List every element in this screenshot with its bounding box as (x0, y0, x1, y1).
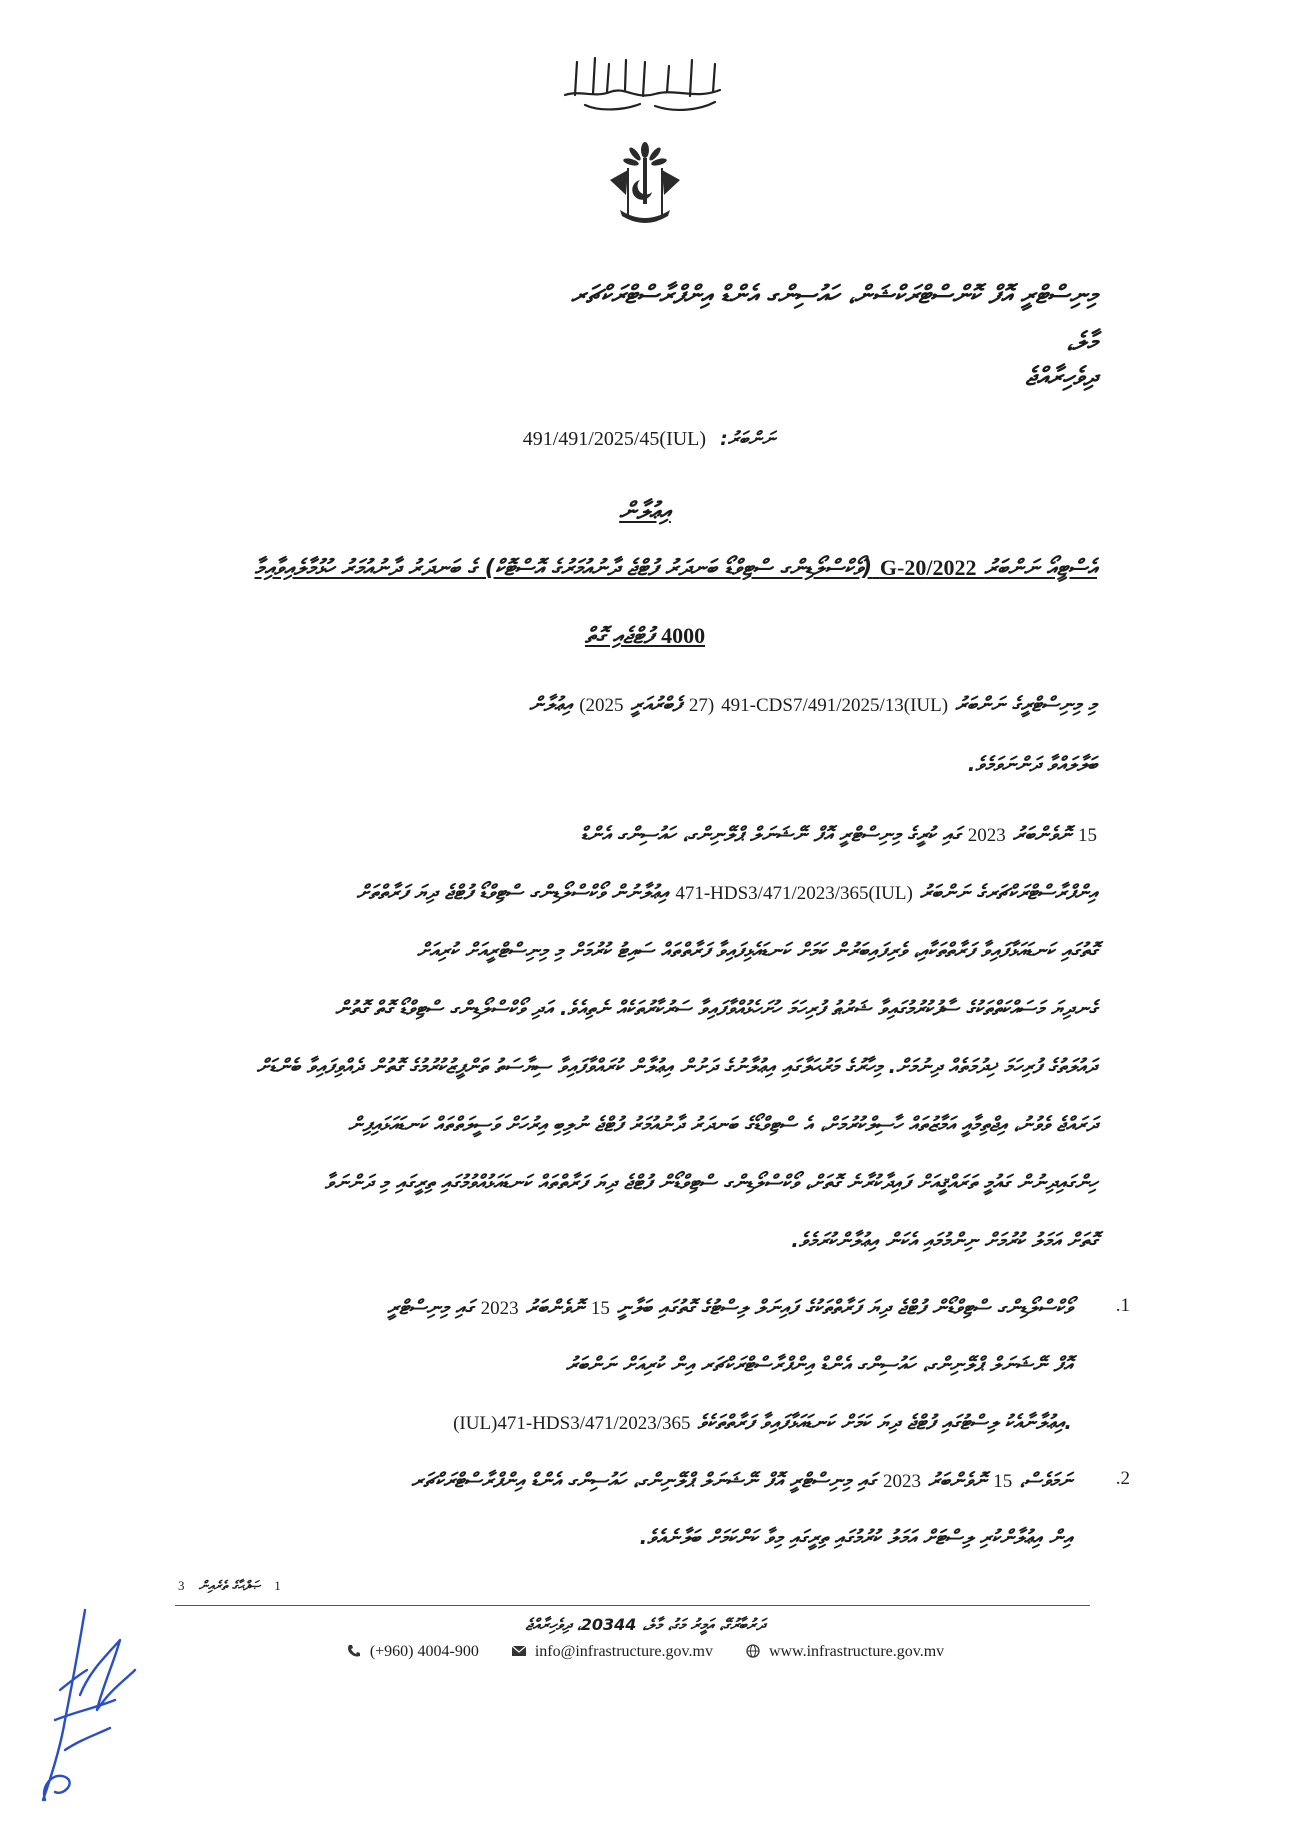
list-item-1-line-2: އޮފް ނޭޝަނަލް ޕްލޭނިންގ، ހައުސިންގ އެންޑް އިންފްރާސްޓްރަކްޗަރ އިން ކުރިއަށް ނަންބަރު (565, 1352, 1072, 1376)
item1-reference: (IUL)471-HDS3/471/2023/365 (453, 1413, 691, 1434)
paragraph-1-line-4: ގެނދިޔަ މަސައްކަތްތަކުގެ ސާފުކުރުމުގައިވާ ޝަރުޠު ފުރިހަމަ ހުށަހެޅުއްވާފައިވާ ސަރުކާރުތަކެއް ނެތިއެވެ. އަދި ވޯކްސްލޯޑިންގ ސްޓިވްޑޯ ގޮތް ގޮތުން (335, 996, 1097, 1020)
intro-line-2: ބަލާލައްވާ ދަންނަވަމެވެ. (967, 752, 1097, 776)
footer-divider (175, 1605, 1090, 1606)
item2-year: 2023 (883, 1471, 922, 1492)
page-label: ޞަފްޙާގެ ތެރެއިން (198, 1579, 261, 1594)
intro-text-e: އިޢުލާން (529, 692, 573, 716)
reference-number-row (523, 428, 775, 451)
paragraph-1-line-2 (357, 880, 1097, 905)
subject-line-2 (0, 623, 1290, 649)
list-item-2-number: .2 (1115, 1468, 1130, 1489)
subject-description: (ވޯކްސްލޯޑިންގ ސްޓިވްޑޯ ބަނދަރު ފުޓްޖެ ދާނުއުމަރުގެ އޮސްޓޮކް) ގެ ބަނދަރު ދާނުއުމަރު ހުޅުމާލެއިވާއިމާ (254, 556, 873, 581)
city-name: މާލެ، (1065, 327, 1097, 356)
item1-year: 2023 (480, 1298, 519, 1319)
paragraph-1-line-1 (580, 822, 1097, 847)
country-name: ދިވެހިރާއްޖެ (1025, 362, 1097, 391)
p1-l2-text-b: އިޢުލާނުން ވޯކްސްލޯޑިންގ ސްޓިވްޑޯ ފުޓްޖެ ދިޔަ ފަރާތްތަށް (356, 880, 669, 904)
subject-quantity: 4000 (661, 623, 706, 648)
p1-month: ނޮވެންބަރު (1012, 822, 1072, 846)
intro-date-day: (27 (688, 695, 715, 716)
document-title: އިޢުލާން (619, 497, 671, 525)
paragraph-1-line-8: ގޮތަށް އަމަލު ކުރުމަށް ނިންމުމައި އެކަން އިޢުލާންކުރަމެވެ. (791, 1228, 1097, 1252)
p1-text: ގައި ކުރީގެ މިނިސްޓްރީ އޮފް ނޭޝަނަލް ޕްލޭނިންގ، ހައުސިންގ އެންޑް (580, 822, 961, 846)
item1-text-a: ވޯކްސްލޯޑިންގ ސްޓިވްޑޯން ފުޓްޖެ ދިޔަ ފަރާތްތަކުގެ ފައިނަލް ލިސްޓުގެ ގޮތުގައި ބަލާނީ (616, 1295, 1072, 1319)
item1-month: ނޮވެންބަރު (525, 1295, 584, 1319)
list-item-1-line-3 (453, 1410, 1072, 1435)
item1-text-c: ގައި މިނިސްޓްރީ (387, 1295, 474, 1319)
footer-contact-row (0, 1643, 1290, 1661)
email-icon (511, 1644, 527, 1658)
item2-day: 15 (993, 1471, 1013, 1492)
paragraph-1-line-5: ދައުލަތުގެ ފުރިހަމަ ޚިދުމަތެއް ދިނުމަށް. މިހާރުގެ މަރުޙަލާގައި އިޢުލާނުގެ ދަށުން އިޢުލާން ކުރައްވާފައިވާ ސިޔާސަތު ތަންފީޒުކުރުމުގެ ގޮތުން ދެއްވިފައިވާ ބެންޑަށް (256, 1054, 1097, 1078)
list-item-2-line-1 (411, 1468, 1072, 1493)
p1-day: 15 (1078, 825, 1097, 846)
footer-address: ދަރުބާރުގޭ، އަމީރު މަގު، މާލެ، 20344، ދިވެހިރާއްޖެ (525, 1615, 765, 1634)
list-item-1-line-1 (387, 1295, 1072, 1320)
list-item-1-number: .1 (1115, 1295, 1130, 1316)
intro-reference: (IUL)491-CDS7/491/2025/13 (721, 695, 949, 716)
subject-tender-number: 2022/G-20 (879, 555, 977, 580)
paragraph-1-line-7: ހިންގައިދިނުން ގައުމީ ތަރައްޤީއަށް ފައިދާކުރާނެ ގޮތަށް، ވޯކްސްލޯޑިންގ ސްޓިވްޑޯން ފުޓްޖެ ދިޔަ ފަރާތްތައް ކަނޑައަޅުއްވުމުގައި ތިރީގައި މި ދަންނަވާ (324, 1170, 1097, 1194)
footer-phone (346, 1643, 483, 1660)
item2-text-c: ގައި މިނިސްޓްރީ އޮފް ނޭޝަނަލް ޕްލޭނިންގ، ހައުސިންގ އެންޑް އިންފްރާސްޓްރަކްޗަރ (411, 1468, 877, 1492)
page-current: 1 (274, 1578, 281, 1593)
footer-website[interactable] (745, 1643, 944, 1660)
page-number (178, 1578, 281, 1594)
footer-email[interactable] (511, 1643, 717, 1660)
website-url[interactable]: www.infrastructure.gov.mv (768, 1643, 945, 1660)
email-address[interactable]: info@infrastructure.gov.mv (534, 1643, 713, 1660)
list-item-2-line-2: އިން އިޢުލާންކުރި ލިސްޓަށް އަމަލު ކުރުމުގައި ތިރީގައި މިވާ ކަންކަމަށް ބަލާނެއެވެ. (639, 1525, 1072, 1549)
intro-text-a: މި މިނިސްޓްރީގެ ނަންބަރު (955, 692, 1097, 716)
intro-date-month: ފެބްރުއަރީ (630, 692, 682, 716)
subject-line-1 (255, 555, 1098, 581)
reference-label: ނަންބަރު: (720, 428, 775, 450)
bismillah-calligraphy-icon (555, 50, 735, 120)
page-total: 3 (178, 1578, 185, 1593)
p1-l2-reference: (IUL)471-HDS3/471/2023/365 (675, 883, 913, 904)
p1-l2-text-a: އިންފްރާސްޓްރަކްޗަރގެ ނަންބަރު (919, 880, 1097, 904)
maldives-state-emblem-icon (602, 140, 688, 230)
paragraph-1-line-6: ދަރައްޖެ ވެވުނު، އިޖްތިމާއީ އަމާޒުތައް ހާސިލްކުރުމަށް، އެ ސްޓިވްޑޯގެ ބަނދަރު ދާނުއުމަރު ފުޓްޖެ ނުލިބި އިރުހަށް ވަސީލަތްތައް ކަނޑައަޅައިފިން (348, 1112, 1097, 1136)
phone-icon (346, 1644, 362, 1658)
phone-number: (+960) 4004-900 (369, 1643, 479, 1660)
subject-prefix: އެސްޓީއޯ ނަންބަރު (984, 556, 1097, 581)
item1-text-end: އިޢުލާނާއެކު ލިސްޓުގައި ފުޓްޖެ ދިޔަ ކަމަށް ކަނޑައަޅާފައިވާ ފަރާތްތަކެވެ. (697, 1410, 1072, 1434)
paragraph-1-line-3: ގޮތުގައި ކަނޑައަޅާފައިވާ ފަރާތްތަކާއި، ވެރިފައިބަރުން ކަމަށް ކަނޑައެޅިފައިވާ ފަރާތްތައް ސައިޓު ކުރުމަށް މި މިނިސްޓްރީއަށް ކުރިއަށް (416, 938, 1097, 962)
item1-day: 15 (590, 1298, 610, 1319)
ministry-name: މިނިސްޓްރީ އޮފް ކޮންސްޓްރަކްޝަން، ހައުސިންގ އެންޑް އިންފްރާސްޓްރަކްޗަރ (570, 280, 1097, 309)
p1-year: 2023 (967, 825, 1006, 846)
globe-icon (745, 1644, 761, 1658)
intro-line-1 (529, 692, 1097, 717)
handwritten-signature-icon (25, 1600, 145, 1810)
intro-date-year: 2025) (579, 695, 624, 716)
item2-month: ނޮވެންބަރު (928, 1468, 987, 1492)
item2-text-a: ނަމަވެސް، (1019, 1468, 1072, 1492)
reference-number: (IUL)491/491/2025/45 (522, 428, 707, 450)
subject-quantity-text: ފުޓްޖެއި ގޮތް (584, 624, 654, 649)
